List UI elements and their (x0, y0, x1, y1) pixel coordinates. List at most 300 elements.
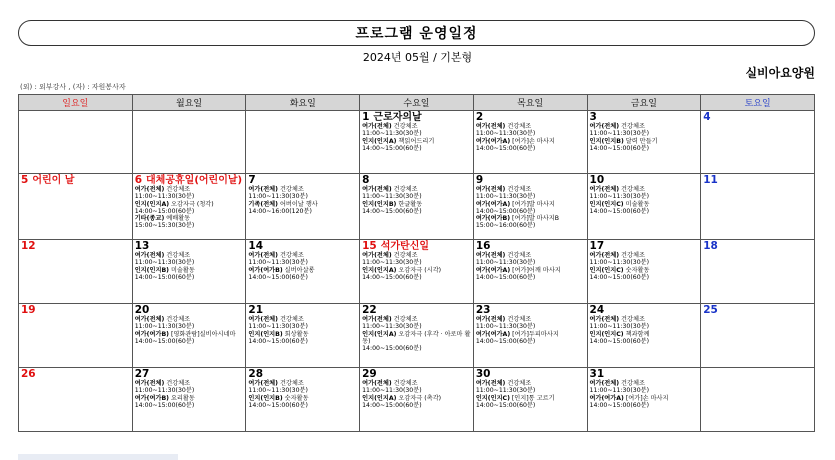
program-title: 건강체조 (277, 252, 304, 259)
program-title: 회상활동 (282, 330, 309, 338)
program-title: 오감자극 (촉각) (396, 394, 442, 402)
program-title: 오감자극 (후각 · 아로마 활동) (362, 330, 471, 345)
day-number: 24 (589, 304, 605, 316)
program-time: 11:00~11:30(30분) (362, 193, 422, 201)
program-line (590, 267, 699, 274)
program-group: 여가(전체) (248, 186, 278, 193)
program-group: 인지(인지C) (475, 394, 510, 402)
day-number: 16 (475, 240, 491, 252)
day-header (590, 241, 699, 252)
calendar-day-cell (132, 240, 246, 304)
program-group: 여가(여가B) (134, 394, 169, 402)
program-time: 14:00~15:00(60분) (362, 144, 422, 152)
day-number: 12 (21, 240, 36, 252)
calendar-day-cell (587, 111, 701, 174)
program-line (248, 274, 357, 281)
program-line (590, 331, 699, 338)
program-time: 11:00~11:30(30분) (134, 193, 195, 201)
day-header (135, 369, 244, 380)
calendar-day-cell (132, 368, 246, 432)
day-number: 9 (475, 174, 484, 186)
program-line (248, 208, 357, 215)
calendar-day-cell (473, 240, 587, 304)
program-title: 건강체조 (619, 316, 645, 323)
program-title: [여가]어깨 마사지 (510, 266, 561, 274)
program-time: 11:00~11:30(30분) (248, 323, 308, 331)
calendar-day-cell (587, 304, 701, 368)
page-subtitle: 2024년 05월 / 기본형 (362, 51, 473, 64)
calendar-day-cell (19, 368, 133, 432)
program-line (590, 323, 699, 330)
day-header (135, 241, 244, 252)
calendar-day-cell (360, 304, 474, 368)
weekday-header-sat: 토요일 (701, 95, 815, 111)
calendar-day-cell (701, 368, 815, 432)
program-group: 여가(전체) (475, 186, 506, 193)
program-title: 건강체조 (505, 252, 532, 259)
calendar-day-cell (701, 240, 815, 304)
day-header (703, 112, 812, 123)
program-line (590, 138, 699, 145)
program-line (590, 193, 699, 200)
calendar-day-cell (587, 174, 701, 240)
day-header (21, 175, 130, 186)
holiday-label: 석가탄신일 (380, 241, 430, 252)
program-title: 건강체조 (164, 380, 191, 387)
day-number: 17 (589, 240, 605, 252)
day-header (476, 369, 585, 380)
program-title: 건강체조 (619, 380, 645, 387)
program-title: [여가]발 마사지 (510, 200, 555, 208)
program-title: 책읽어드리기 (396, 137, 435, 145)
program-group: 인지(인지A) (362, 266, 397, 274)
program-time: 14:00~15:00(60분) (589, 144, 650, 152)
day-number: 1 (362, 111, 370, 123)
program-title: 건강체조 (164, 316, 191, 323)
program-time: 14:00~15:00(60분) (362, 345, 422, 353)
day-number: 10 (589, 174, 605, 186)
program-line (362, 208, 471, 215)
program-line (248, 395, 357, 402)
program-group: 인지(인지C) (589, 200, 624, 208)
program-time: 11:00~11:30(30분) (475, 130, 536, 138)
program-group: 인지(인지C) (589, 266, 624, 274)
program-title: 건강체조 (164, 186, 191, 193)
holiday-label: 어린이 날 (32, 175, 75, 186)
program-line (248, 193, 357, 200)
calendar-day-cell (19, 240, 133, 304)
day-number: 23 (475, 304, 491, 316)
weekday-header-fri: 금요일 (587, 95, 701, 111)
day-header (135, 175, 244, 186)
program-title: 건강체조 (505, 186, 532, 193)
calendar-week-row (19, 368, 815, 432)
program-line (135, 222, 244, 229)
program-line (476, 323, 585, 330)
day-number: 27 (134, 368, 150, 380)
day-header (135, 305, 244, 316)
program-time: 14:00~15:00(60분) (134, 207, 195, 215)
program-group: 여가(전체) (248, 380, 278, 387)
program-line (476, 267, 585, 274)
program-group: 기족(전체) (248, 200, 278, 208)
program-line (590, 387, 699, 394)
program-line (248, 201, 357, 208)
day-header (590, 305, 699, 316)
calendar-day-cell (701, 304, 815, 368)
day-header (362, 112, 471, 123)
day-number: 2 (475, 111, 484, 123)
program-group: 여가(여가B) (248, 266, 283, 274)
program-line (248, 402, 357, 409)
program-time: 14:00~15:00(60분) (589, 207, 650, 215)
program-group: 여가(여가A) (475, 200, 511, 208)
program-line (590, 130, 699, 137)
program-time: 14:00~15:00(60분) (362, 207, 422, 215)
day-header (362, 369, 471, 380)
program-line (362, 259, 471, 266)
calendar-day-cell (360, 240, 474, 304)
day-header (248, 241, 357, 252)
program-group: 여가(전체) (589, 186, 620, 193)
program-time: 11:00~11:30(30분) (362, 387, 422, 395)
day-header (476, 175, 585, 186)
program-time: 11:00~11:30(30분) (589, 323, 650, 331)
program-group: 여가(전체) (134, 186, 165, 193)
program-time: 14:00~15:00(60분) (362, 401, 422, 409)
program-time: 14:00~15:00(60분) (248, 337, 308, 345)
program-group: 여가(전체) (134, 380, 165, 387)
day-header (703, 305, 812, 316)
program-time: 14:00~15:00(60분) (362, 273, 422, 281)
program-group: 여가(전체) (248, 316, 278, 323)
program-title: 건강체조 (277, 316, 304, 323)
program-title: 건강체조 (277, 186, 304, 193)
program-line (135, 338, 244, 345)
program-time: 11:00~11:30(30분) (475, 193, 536, 201)
program-time: 11:00~11:30(30분) (362, 323, 422, 331)
program-group: 여가(전체) (362, 252, 392, 259)
program-line (362, 331, 471, 346)
program-line (476, 274, 585, 281)
program-group: 여가(전체) (589, 316, 620, 323)
program-time: 14:00~15:00(60분) (475, 401, 536, 409)
program-group: 여가(여가B) (134, 330, 169, 338)
program-group: 여가(전체) (589, 252, 620, 259)
program-line (135, 331, 244, 338)
program-time: 14:00~15:00(60분) (589, 401, 650, 409)
calendar-day-cell (587, 240, 701, 304)
program-line (135, 201, 244, 208)
program-line (590, 402, 699, 409)
program-title: 숫자활동 (623, 266, 650, 274)
program-title: 건강체조 (505, 316, 532, 323)
program-time: 11:00~11:30(30분) (248, 259, 308, 267)
program-title: 오감자극 (시각) (396, 266, 442, 274)
program-title: 미술활동 (623, 200, 650, 208)
program-group: 여가(전체) (475, 380, 506, 387)
program-time: 14:00~15:00(60분) (589, 273, 650, 281)
program-title: [여가]발 마사지B (510, 215, 559, 223)
program-title: [여가]두피마사지 (510, 330, 559, 338)
program-group: 여가(전체) (362, 316, 392, 323)
program-line (248, 331, 357, 338)
program-group: 인지(인지B) (134, 266, 169, 274)
program-line (476, 193, 585, 200)
holiday-label: 대체공휴일(어린이날) (146, 175, 243, 186)
program-time: 11:00~11:30(30분) (134, 259, 195, 267)
program-line (362, 345, 471, 352)
program-group: 기타(종교) (134, 215, 165, 223)
program-title: [영화관람]실비아시네마 (168, 330, 236, 338)
program-title: 건강체조 (164, 252, 191, 259)
program-group: 여가(여가A) (589, 394, 624, 402)
day-header (21, 305, 130, 316)
program-time: 14:00~16:00(120분) (248, 207, 312, 215)
program-time: 11:00~11:30(30분) (589, 130, 650, 138)
program-group: 인지(인지A) (362, 137, 397, 145)
day-header (590, 175, 699, 186)
program-time: 11:00~11:30(30분) (475, 323, 536, 331)
program-time: 11:00~11:30(30분) (475, 387, 536, 395)
program-time: 14:00~15:00(60분) (475, 273, 536, 281)
day-header (362, 241, 471, 252)
program-line (476, 338, 585, 345)
day-number: 5 (21, 174, 29, 186)
program-title: 요리활동 (168, 394, 195, 402)
program-group: 여가(전체) (362, 186, 392, 193)
program-line (476, 395, 585, 402)
program-line (135, 402, 244, 409)
program-group: 여가(전체) (134, 252, 165, 259)
weekday-header-wed: 수요일 (360, 95, 474, 111)
program-title: 건강체조 (391, 380, 418, 387)
program-line (362, 138, 471, 145)
program-group: 여가(전체) (475, 123, 506, 130)
day-header (590, 369, 699, 380)
program-line (590, 338, 699, 345)
weekday-header-sun: 일요일 (19, 95, 133, 111)
day-header (21, 241, 130, 252)
program-group: 인지(인지B) (248, 394, 283, 402)
program-title: 미술활동 (168, 266, 195, 274)
program-line (135, 259, 244, 266)
calendar-day-cell (246, 111, 360, 174)
program-line (476, 259, 585, 266)
program-group: 인지(인지C) (589, 330, 624, 338)
program-time: 14:00~15:00(60분) (134, 273, 195, 281)
calendar-day-cell (360, 174, 474, 240)
calendar-day-cell (246, 368, 360, 432)
program-title: [인지]통 고르기 (509, 394, 555, 402)
day-header (362, 305, 471, 316)
day-header (703, 175, 812, 186)
program-line (248, 323, 357, 330)
program-title: [여가]손 마사지 (623, 394, 669, 402)
day-number: 8 (362, 174, 370, 186)
program-line (362, 323, 471, 330)
day-number: 13 (134, 240, 150, 252)
program-line (362, 274, 471, 281)
day-number: 28 (248, 368, 264, 380)
program-group: 여가(여가A) (475, 137, 511, 145)
program-title: 건강체조 (619, 123, 645, 130)
program-title: 건강체조 (619, 186, 645, 193)
program-group: 여가(전체) (362, 123, 392, 130)
page-footer-strip (18, 454, 178, 460)
program-title: [여가]손 마사지 (510, 137, 555, 145)
program-line (476, 145, 585, 152)
legend-note: (외) : 외부강사 , (자) : 자원봉사자 (20, 83, 126, 91)
program-line (362, 402, 471, 409)
day-number: 21 (248, 304, 264, 316)
program-group: 인지(인지A) (362, 394, 397, 402)
program-time: 11:00~11:30(30분) (134, 323, 195, 331)
program-group: 인지(인지A) (362, 330, 397, 338)
program-group: 여가(전체) (589, 380, 620, 387)
day-number: 25 (703, 304, 718, 316)
program-time: 14:00~15:00(60분) (248, 273, 308, 281)
program-line (362, 130, 471, 137)
program-time: 14:00~15:00(60분) (475, 207, 536, 215)
program-line (135, 267, 244, 274)
organization-name: 실비아요양원 (745, 66, 815, 80)
weekday-header-row (19, 95, 815, 111)
calendar-day-cell (473, 111, 587, 174)
program-line (590, 145, 699, 152)
day-number: 22 (362, 304, 377, 316)
program-title: 한글활동 (396, 200, 423, 208)
calendar-day-cell (473, 304, 587, 368)
program-group: 인지(인지A) (134, 200, 170, 208)
program-title: 건강체조 (505, 123, 532, 130)
program-title: 건강체조 (391, 252, 418, 259)
calendar-day-cell (473, 368, 587, 432)
weekday-header-thu: 목요일 (473, 95, 587, 111)
program-line (248, 267, 357, 274)
program-line (362, 145, 471, 152)
day-number: 18 (703, 240, 718, 252)
program-line (248, 338, 357, 345)
program-title: 건강체조 (277, 380, 304, 387)
program-line (135, 395, 244, 402)
program-line (476, 138, 585, 145)
calendar-day-cell (246, 304, 360, 368)
day-header (21, 369, 130, 380)
calendar-day-cell (360, 111, 474, 174)
day-number: 15 (362, 240, 377, 252)
program-title: 건강체조 (391, 316, 418, 323)
program-line (590, 259, 699, 266)
program-time: 14:00~15:00(60분) (475, 337, 536, 345)
calendar-day-cell (246, 174, 360, 240)
program-group: 여가(전체) (475, 316, 506, 323)
program-title: 건강체조 (505, 380, 532, 387)
program-line (476, 331, 585, 338)
calendar-day-cell (132, 111, 246, 174)
program-title: 건강체조 (619, 252, 645, 259)
day-number: 26 (21, 368, 36, 380)
program-line (476, 402, 585, 409)
program-line (476, 130, 585, 137)
program-time: 15:00~16:00(60분) (475, 222, 536, 230)
program-time: 11:00~11:30(30분) (248, 193, 308, 201)
program-group: 여가(전체) (134, 316, 165, 323)
day-header (703, 241, 812, 252)
program-line (135, 387, 244, 394)
program-title: 달력 만들기 (623, 137, 658, 145)
program-line (590, 395, 699, 402)
program-line (362, 267, 471, 274)
calendar-day-cell (701, 111, 815, 174)
program-time: 14:00~15:00(60분) (248, 401, 308, 409)
day-header (248, 369, 357, 380)
day-number: 14 (248, 240, 264, 252)
day-header (248, 175, 357, 186)
program-line (362, 387, 471, 394)
day-header (590, 112, 699, 123)
program-group: 여가(전체) (475, 252, 506, 259)
program-line (590, 274, 699, 281)
calendar-week-row (19, 240, 815, 304)
program-line (590, 201, 699, 208)
program-title: 건강체조 (391, 123, 418, 130)
program-group: 여가(전체) (362, 380, 392, 387)
day-number: 7 (248, 174, 256, 186)
calendar-week-row (19, 111, 815, 174)
day-header (362, 175, 471, 186)
calendar-day-cell (587, 368, 701, 432)
program-group: 인지(인지B) (248, 330, 283, 338)
program-time: 11:00~11:30(30분) (362, 259, 422, 267)
weekday-header-tue: 화요일 (246, 95, 360, 111)
program-title: 건강체조 (391, 186, 418, 193)
calendar-week-row (19, 304, 815, 368)
calendar-day-cell (19, 304, 133, 368)
calendar-day-cell (246, 240, 360, 304)
program-line (476, 201, 585, 208)
day-number: 30 (475, 368, 491, 380)
program-line (362, 193, 471, 200)
calendar-day-cell (473, 174, 587, 240)
page-title: 프로그램 운영일정 (18, 20, 815, 46)
program-group: 여가(여가B) (475, 215, 511, 223)
program-group: 인지(인지B) (589, 137, 624, 145)
calendar-day-cell (132, 304, 246, 368)
program-group: 인지(인지B) (362, 200, 397, 208)
program-group: 여가(여가A) (475, 330, 511, 338)
program-group: 여가(전체) (589, 123, 620, 130)
program-time: 15:00~15:30(30분) (134, 222, 195, 230)
holiday-label: 근로자의날 (373, 112, 422, 123)
day-header (248, 305, 357, 316)
program-time: 11:00~11:30(30분) (134, 387, 195, 395)
program-title: 실버아살롱 (282, 266, 315, 274)
day-number: 19 (21, 304, 36, 316)
program-line (362, 201, 471, 208)
day-number: 20 (134, 304, 150, 316)
program-group: 여가(전체) (248, 252, 278, 259)
program-line (248, 387, 357, 394)
program-line (476, 387, 585, 394)
calendar-week-row (19, 174, 815, 240)
day-number: 11 (703, 174, 718, 186)
day-number: 29 (362, 368, 377, 380)
program-time: 14:00~15:00(60분) (589, 337, 650, 345)
program-title: 숫자활동 (282, 394, 309, 402)
program-line (362, 395, 471, 402)
program-line (135, 323, 244, 330)
